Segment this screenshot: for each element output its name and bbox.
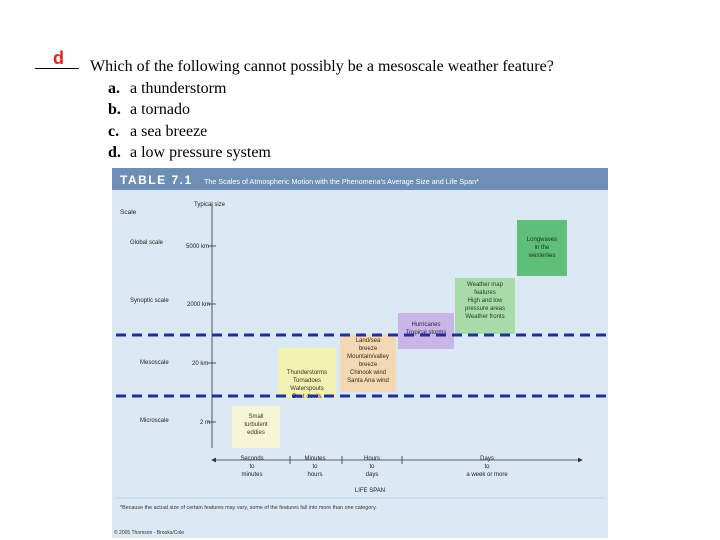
label-longwaves: Longwaves in the westerlies bbox=[526, 237, 558, 259]
question-stem: Which of the following cannot possibly be a mesoscale weather feature? bbox=[90, 58, 554, 75]
option-c-letter: c. bbox=[108, 123, 120, 140]
label-hurricanes: Hurricanes Tropical storms bbox=[405, 322, 447, 336]
label-landsea: Land/sea breeze Mountain/valley breeze Chinook wind Santa Ana wind bbox=[347, 338, 389, 384]
option-a bbox=[108, 80, 226, 98]
footnote: *Because the actual size of certain features may vary, some of the features fall into more than one category. bbox=[120, 505, 377, 511]
copyright: © 2005 Thomson - Brooks/Cole bbox=[114, 530, 185, 536]
row-global-size: 5000 km bbox=[186, 244, 210, 250]
label-turbulent: Small turbulent eddies bbox=[244, 414, 268, 436]
header-size: Typical size bbox=[194, 202, 226, 208]
option-c-text: a sea breeze bbox=[130, 123, 208, 140]
time-minutes: Minutes to hours bbox=[304, 456, 326, 478]
option-b-letter: b. bbox=[108, 101, 121, 118]
option-d-text: a low pressure system bbox=[130, 144, 271, 161]
answer-blank bbox=[35, 50, 79, 69]
label-thunderstorms: Thunderstorms Tornadoes Waterspouts Dust devils bbox=[286, 370, 328, 400]
header-scale: Scale bbox=[120, 209, 137, 216]
time-hours: Hours to days bbox=[363, 456, 381, 478]
option-d-letter: d. bbox=[108, 144, 121, 161]
row-synoptic-size: 2000 km bbox=[187, 302, 211, 308]
table-label: TABLE 7.1 bbox=[120, 173, 193, 187]
row-synoptic-scale: Synoptic scale bbox=[130, 298, 169, 304]
scales-table-figure bbox=[112, 168, 608, 538]
option-a-letter: a. bbox=[108, 80, 120, 97]
time-days: Days to a week or more bbox=[466, 456, 508, 478]
time-seconds: Seconds to minutes bbox=[240, 456, 264, 478]
option-a-text: a thunderstorm bbox=[130, 80, 227, 97]
option-d bbox=[108, 144, 271, 162]
row-meso-scale: Mesoscale bbox=[140, 360, 169, 366]
table-title: The Scales of Atmospheric Motion with the Phenomena's Average Size and Life Span* bbox=[204, 177, 479, 186]
row-micro-size: 2 m bbox=[200, 420, 211, 426]
option-b-text: a tornado bbox=[130, 101, 190, 118]
label-weathermap: Weather map features High and low pressure areas Weather fronts bbox=[464, 282, 506, 320]
axis-label-lifespan: LIFE SPAN bbox=[354, 488, 386, 494]
row-meso-size: 20 km bbox=[192, 361, 209, 367]
answer-letter: d bbox=[53, 48, 64, 68]
row-micro-scale: Microscale bbox=[140, 418, 169, 424]
option-b bbox=[108, 101, 190, 119]
row-global-scale: Global scale bbox=[130, 240, 164, 246]
option-c bbox=[108, 123, 207, 141]
